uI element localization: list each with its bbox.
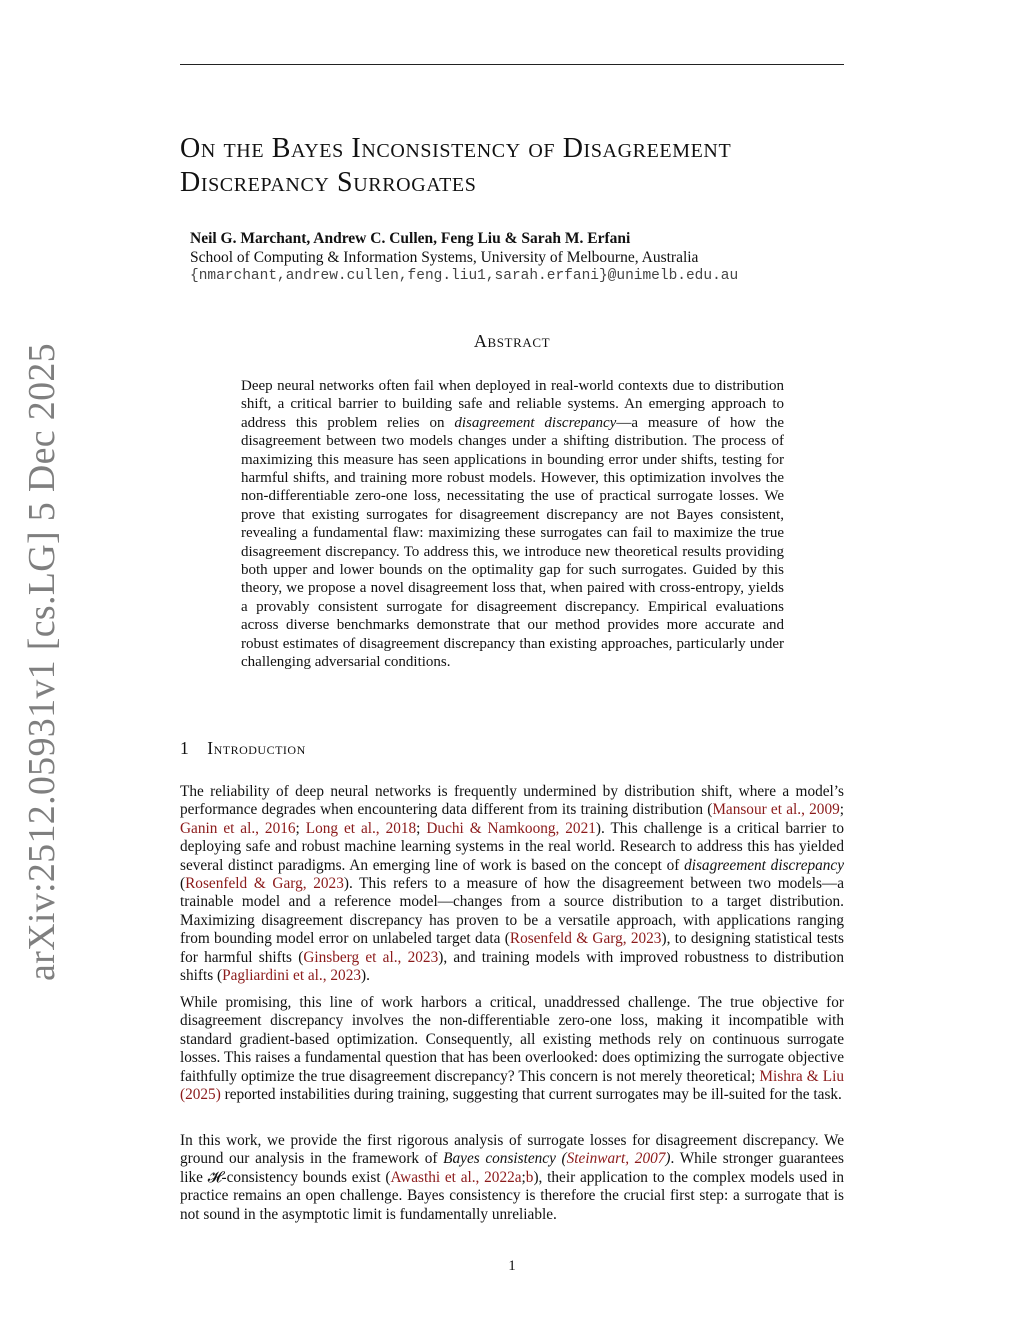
abstract-body [241, 377, 784, 672]
abstract-emphasis: disagreement discrepancy [454, 414, 617, 431]
paragraph-text: ). This refers to a measure of how the disagreement between two models—a trainable model and a reference model—changes from a source distribution to a target distribution. Maximizing disagreement discrepancy has proven to be a versatile approach, with applications ranging from bounding model error on unlabeled target data ( [180, 875, 844, 948]
citation-link[interactable]: b [525, 1168, 534, 1186]
paragraph-text: . While stronger guarantees like [180, 1150, 844, 1186]
paragraph-text: ), and training models with improved robustness to distribution shifts ( [180, 948, 844, 985]
section-number: 1 [180, 738, 190, 758]
intro-paragraph-2 [180, 994, 844, 1104]
citation-link[interactable]: Mansour et al., 2009 [712, 801, 840, 819]
paragraph-text: ( [180, 875, 186, 893]
author-names: Neil G. Marchant, Andrew C. Cullen, Feng Liu & Sarah M. Erfani [190, 230, 631, 247]
paragraph-text: reported instabilities during training, suggesting that current surrogates may be ill-suited for the task. [220, 1086, 842, 1104]
author-block [190, 229, 850, 286]
citation-link[interactable]: Steinwart, 2007 [566, 1150, 666, 1168]
section-title: Introduction [207, 738, 306, 758]
citation-link[interactable]: Long et al., 2018 [305, 819, 417, 837]
citation-link[interactable]: Rosenfeld & Garg, 2023 [185, 875, 344, 893]
paragraph-text: While promising, this line of work harbors a critical, unaddressed challenge. The true objective for disagreement discrepancy involves the non-differentiable zero-one loss, making it incompatible with standard gradient-based optimization. Consequently, all existing methods rely on continuous surrogate losses. This raises a fundamental question that has been overlooked: does optimizing the surrogate objective faithfully optimize the true disagreement discrepancy? This concern is not merely theoretical; [180, 994, 844, 1085]
citation-separator: ; [295, 819, 306, 837]
citation-link[interactable]: Ganin et al., 2016 [180, 819, 296, 837]
paragraph-emphasis: disagreement discrepancy [684, 856, 845, 874]
hypothesis-class-symbol: 𝓗 [207, 1168, 222, 1186]
paragraph-text: In this work, we provide the first rigorous analysis of surrogate losses for disagreement discrepancy. We ground our analysis in the framework of [180, 1132, 844, 1168]
intro-paragraph-1 [180, 783, 844, 985]
page-number: 1 [508, 1258, 516, 1274]
paragraph-text: ), their application to the complex models used in practice remains an open challenge. Bayes consistency is therefore the crucial first step: a surrogate that is not sound in the asymptotic limit is fundamentally unreliable. [180, 1168, 844, 1223]
paper-title-line-1: On the Bayes Inconsistency of Disagreement [180, 133, 732, 164]
arxiv-identifier-text[interactable]: arXiv:2512.05931v1 [cs.LG] 5 Dec 2025 [21, 343, 63, 981]
paragraph-text: The reliability of deep neural networks is frequently undermined by distribution shift, where a model’s performance degrades when encountering data different from its training distribution ( [180, 783, 844, 819]
citation-separator: ; [416, 819, 427, 837]
citation-separator: ; [839, 801, 844, 819]
abstract-heading: Abstract [473, 331, 551, 351]
citation-link[interactable]: Duchi & Namkoong, 2021 [426, 819, 596, 837]
paragraph-emphasis: ) [665, 1150, 671, 1168]
paragraph-text: ). [361, 967, 370, 985]
author-emails[interactable]: {nmarchant,andrew.cullen,feng.liu1,sarah.erfani}@unimelb.edu.au [190, 268, 739, 284]
abstract-text: —a measure of how the disagreement between two models changes under a shifting distribution. The process of maximizing this measure has seen applications in bounding error under shifts, testing for harmful shifts, and training more robust models. However, this optimization involves the non-differentiable zero-one loss, necessitating the use of practical surrogate losses. We prove that existing surrogates for disagreement discrepancy are not Bayes consistent, revealing a fundamental flaw: maximizing these surrogates can fail to maximize the true disagreement discrepancy. To address this, we introduce new theoretical results providing both upper and lower bounds on the optimality gap for such surrogates. Guided by this theory, we propose a novel disagreement loss that, when paired with cross-entropy, yields a provably consistent surrogate for disagreement discrepancy. Empirical evaluations across diverse benchmarks demonstrate that our method provides more accurate and robust estimates of disagreement discrepancy than existing approaches, particularly under challenging adversarial conditions. [241, 414, 784, 671]
author-affiliation: School of Computing & Information Systems, University of Melbourne, Australia [190, 249, 699, 266]
citation-link[interactable]: Mishra & Liu (2025) [180, 1067, 844, 1104]
paper-title-line-2: Discrepancy Surrogates [180, 167, 477, 198]
paper-title [180, 132, 870, 200]
intro-paragraph-3 [180, 1132, 844, 1224]
paragraph-text: ), to designing statistical tests for harmful shifts ( [180, 930, 844, 966]
section-heading-introduction [180, 738, 306, 759]
citation-link[interactable]: Ginsberg et al., 2023 [303, 948, 439, 966]
citation-link[interactable]: Rosenfeld & Garg, 2023 [509, 930, 662, 948]
paragraph-text: ). This challenge is a critical barrier to deploying safe and robust machine learning systems in the real world. Research to address this has yielded several distinct paradigms. An emerging line of work is based on the concept of [180, 819, 845, 874]
citation-separator: ; [521, 1168, 526, 1186]
paragraph-text: -consistency bounds exist ( [221, 1168, 391, 1186]
citation-link[interactable]: Awasthi et al., 2022a [390, 1168, 522, 1186]
citation-link[interactable]: Pagliardini et al., 2023 [222, 967, 361, 985]
top-rule [180, 64, 844, 65]
paragraph-emphasis: Bayes consistency ( [443, 1150, 567, 1168]
abstract-text: Deep neural networks often fail when deployed in real-world contexts due to distribution shift, a critical barrier to building safe and reliable systems. An emerging approach to address this problem relies on [241, 378, 784, 431]
